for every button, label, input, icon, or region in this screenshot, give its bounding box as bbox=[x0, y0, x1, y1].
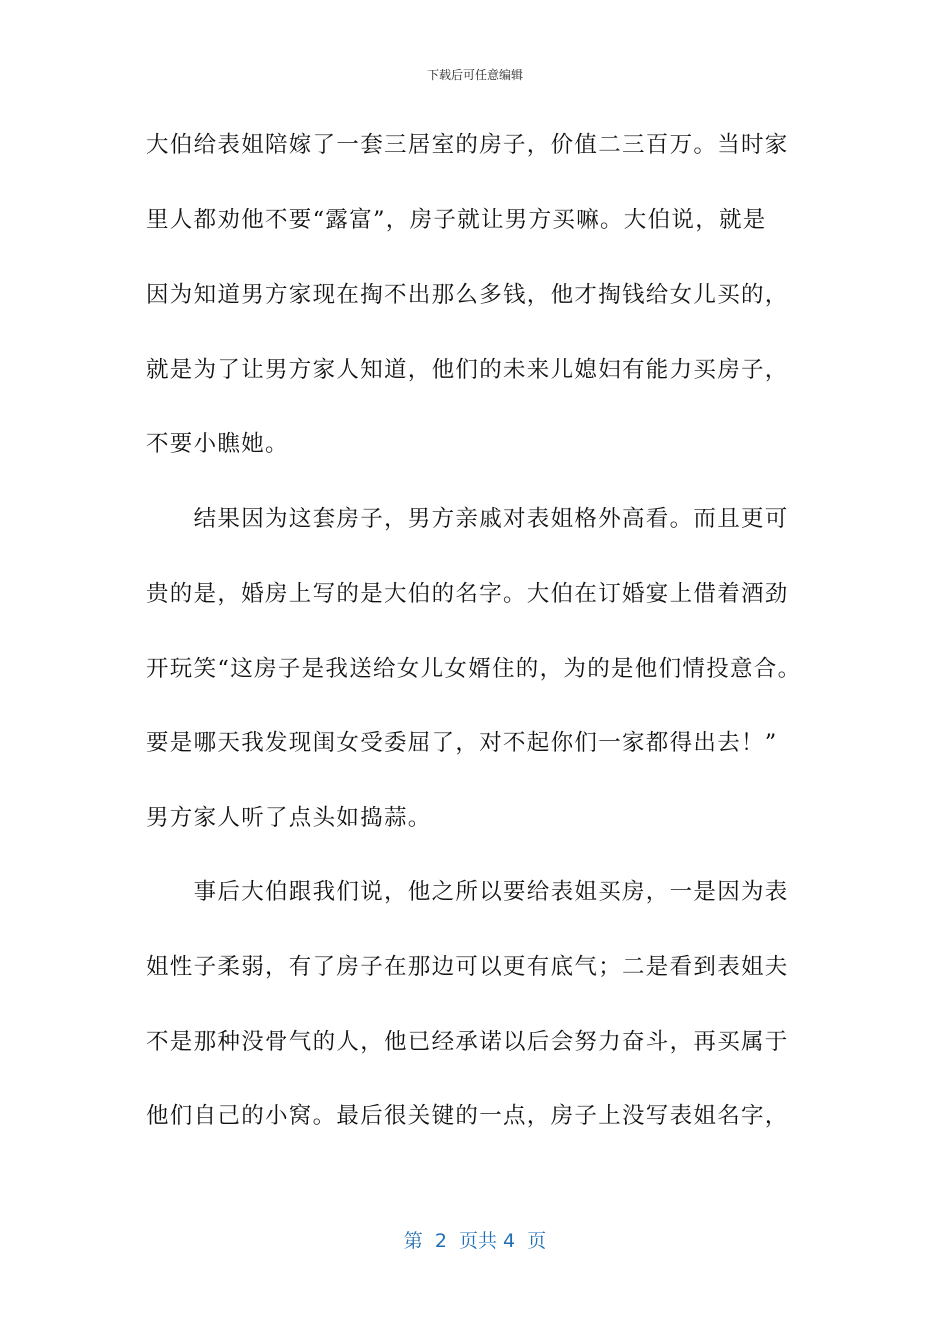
body-line: 男方家人听了点头如捣蒜。 bbox=[146, 805, 432, 831]
body-line: 他们自己的小窝。最后很关键的一点，房子上没写表姐名字， bbox=[146, 1103, 789, 1129]
body-line: 要是哪天我发现闺女受委屈了，对不起你们一家都得出去！” bbox=[146, 730, 778, 756]
body-line: 里人都劝他不要“露富”，房子就让男方买嘛。大伯说，就是 bbox=[146, 207, 767, 233]
page-number-footer: 第 2 页共 4 页 bbox=[403, 1230, 547, 1252]
header-note: 下载后可任意编辑 bbox=[426, 68, 523, 82]
body-line: 贵的是，婚房上写的是大伯的名字。大伯在订婚宴上借着酒劲 bbox=[146, 581, 789, 607]
body-line: 因为知道男方家现在掏不出那么多钱，他才掏钱给女儿买的， bbox=[146, 282, 789, 308]
body-line: 不要小瞧她。 bbox=[146, 431, 289, 457]
body-line: 大伯给表姐陪嫁了一套三居室的房子，价值二三百万。当时家 bbox=[146, 132, 789, 158]
body-line: 不是那种没骨气的人，他已经承诺以后会努力奋斗，再买属于 bbox=[146, 1029, 789, 1055]
body-line: 事后大伯跟我们说，他之所以要给表姐买房，一是因为表 bbox=[146, 879, 789, 905]
body-line: 姐性子柔弱，有了房子在那边可以更有底气；二是看到表姐夫 bbox=[146, 954, 789, 980]
body-line: 就是为了让男方家人知道，他们的未来儿媳妇有能力买房子， bbox=[146, 357, 789, 383]
body-line: 结果因为这套房子，男方亲戚对表姐格外高看。而且更可 bbox=[146, 506, 789, 532]
body-line: 开玩笑“这房子是我送给女儿女婿住的，为的是他们情投意合。 bbox=[146, 656, 802, 682]
